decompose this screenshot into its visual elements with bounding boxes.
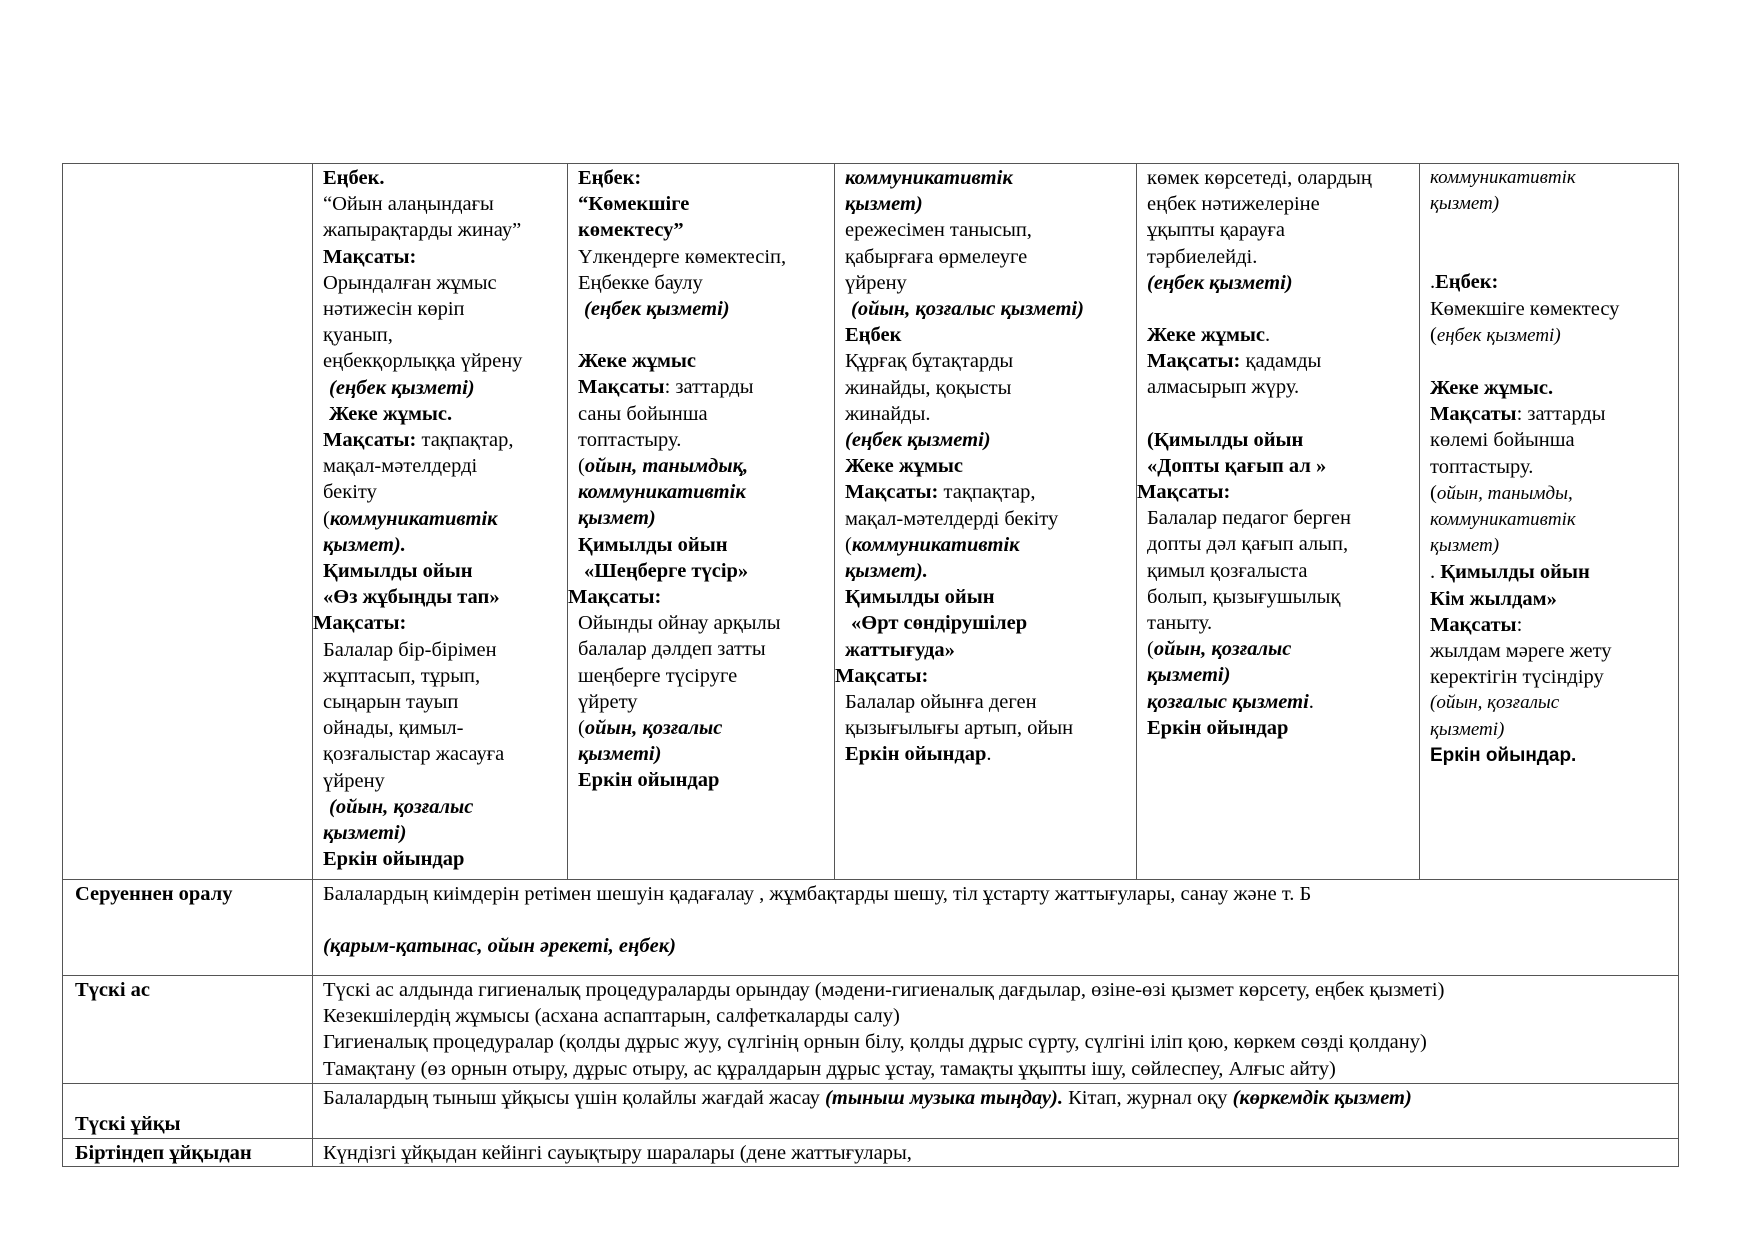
lunch-text: Тамақтану (өз орнын отыру, дұрыс отыру, ас құралдарын дұрыс ұстау, тамақты ұқыпты ішу, сөйлеспеу, Алғыс айту) [323, 1057, 1336, 1080]
game-heading: Қимылды ойын [578, 533, 728, 556]
goal-label: Мақсаты: [1137, 481, 1231, 504]
spacer [578, 322, 824, 348]
activity-type: қозғалыс қызметі [1147, 690, 1309, 713]
return-content-cell [313, 880, 1679, 976]
goal-text: таныту. [1147, 612, 1213, 635]
labor-desc: жинайды. [845, 402, 931, 425]
goal-text: топтастыру. [1430, 455, 1534, 478]
goal-text: болып, қызығушылық [1147, 585, 1341, 608]
game-prefix: . [1430, 561, 1441, 584]
goal-text: қозғалыстар жасауға [323, 743, 505, 766]
activity-type: коммуникативтік [329, 507, 498, 530]
labor-task: “Ойын алаңындағы [323, 193, 494, 216]
labor-desc: жинайды, қоқысты [845, 376, 1012, 399]
goal-label: Мақсаты: [845, 481, 939, 504]
day-4-cell [1137, 164, 1420, 880]
goal-text: көлемі бойынша [1430, 429, 1575, 452]
paren: ( [1430, 323, 1437, 346]
activity-type: ойын, танымды, [1436, 482, 1573, 504]
activity-type: (ойын, қозғалыс [1430, 692, 1560, 714]
activity-type: (тыныш музыка тыңдау). [825, 1087, 1063, 1109]
activity-type: (көркемдік қызмет) [1232, 1087, 1412, 1109]
activity-type: қызметі) [323, 822, 407, 845]
free-games: Еркін ойындар [323, 848, 465, 871]
spacer [1147, 296, 1409, 322]
rule-text: ережесімен танысып, [845, 219, 1032, 242]
goal-text: үйрету [578, 690, 638, 713]
walk-activities-row [63, 164, 1679, 880]
goal-label: Мақсаты: [313, 612, 407, 635]
activity-type: (ойын, қозғалыс [329, 795, 474, 818]
row-label: Түскі ұйқы [63, 1084, 313, 1139]
goal-text: допты дәл қағып алып, [1147, 533, 1349, 556]
help-text: тәрбиелейді. [1147, 245, 1258, 268]
goal-label: Мақсаты: [323, 429, 417, 452]
game-heading: Қимылды ойын [1440, 561, 1590, 584]
daily-plan-table [62, 163, 1679, 1167]
return-from-walk-row [63, 880, 1679, 976]
goal-text: сыңарын тауып [323, 691, 459, 714]
goal-text: қызығылығы артып, ойын [845, 717, 1074, 740]
game-name: Кім жылдам» [1430, 587, 1557, 610]
goal-text: топтастыру. [578, 428, 682, 451]
activity-type: қызметі) [1147, 664, 1231, 687]
goal-text: тақпақтар, [421, 429, 514, 452]
activity-type: коммуникативтік [1430, 167, 1576, 188]
help-text: ұқыпты қарауға [1147, 219, 1285, 242]
activity-type: коммуникативтік [845, 167, 1013, 189]
game-name: «Өз жұбыңды тап» [323, 586, 500, 609]
help-text: еңбек нәтижелеріне [1147, 193, 1320, 216]
labor-desc: Үлкендерге көмектесіп, [578, 245, 787, 268]
activity-type: (еңбек қызметі) [845, 429, 991, 452]
goal-label: Мақсаты [1430, 613, 1517, 636]
return-text: Балалардың киімдерін ретімен шешуін қадағалау , жұмбақтарды шешу, тіл ұстарту жаттығулары, санау және т. Б [323, 883, 1312, 905]
game-heading: (Қимылды ойын [1147, 428, 1304, 451]
labor-task: көмектесу” [578, 219, 684, 242]
free-games-dot: . [986, 743, 992, 766]
individual-work-heading: Жеке жұмыс [578, 350, 697, 373]
labor-heading: Еңбек. [323, 167, 385, 189]
lunch-content-cell [313, 976, 1679, 1084]
rule-text: үйрену [845, 271, 907, 294]
goal-text: Орындалған жұмыс [323, 271, 497, 294]
activity-type: ойын, танымдық, [584, 455, 749, 478]
free-games: Еркін ойындар [845, 743, 987, 766]
labor-desc: Еңбекке баулу [578, 271, 703, 294]
goal-text: Балалар педагог берген [1147, 507, 1351, 530]
activity-type: (ойын, қозғалыс қызметі) [851, 298, 1084, 321]
activity-type: коммуникативтік [578, 481, 746, 504]
heading-dot: . [1430, 271, 1436, 294]
free-games: Еркін ойындар [1147, 716, 1289, 739]
goal-colon: : [1516, 613, 1523, 636]
free-games: Еркін ойындар [578, 769, 720, 792]
goal-text: бекіту [323, 481, 377, 504]
row-label-cell-empty [63, 164, 313, 880]
goal-label: Мақсаты: [835, 664, 929, 687]
nap-text: Балалардың тыныш ұйқысы үшін қолайлы жағдай жасау [323, 1087, 826, 1109]
wake-text: Күндізгі ұйқыдан кейінгі сауықтыру шаралары (дене жаттығулары, [323, 1142, 912, 1164]
paren: ( [1147, 638, 1154, 661]
goal-text: алмасырып жүру. [1147, 376, 1300, 399]
activity-type: (еңбек қызметі) [329, 376, 475, 399]
goal-text: балалар дәлдеп затты [578, 638, 766, 661]
goal-text: тақпақтар, [943, 481, 1036, 504]
paren: ( [845, 533, 852, 556]
spacer [1430, 349, 1668, 375]
game-name: жаттығуда» [845, 638, 955, 661]
goal-text: мақал-мәтелдерді бекіту [845, 507, 1059, 530]
labor-desc: Құрғақ бұтақтарды [845, 350, 1014, 373]
activity-type: қызметі) [578, 743, 662, 766]
labor-task: “Көмекшіге [578, 193, 690, 216]
activity-type: коммуникативтік [1430, 509, 1576, 531]
goal-text: : заттарды [1516, 403, 1606, 426]
nap-text: Кітап, журнал оқу [1062, 1087, 1233, 1109]
row-label: Түскі ас [63, 976, 313, 1084]
activity-type: ойын, қозғалыс [584, 717, 723, 740]
day-3-cell [835, 164, 1137, 880]
wake-up-row [63, 1139, 1679, 1167]
paren: ( [1430, 481, 1437, 504]
individual-work-heading: Жеке жұмыс [1147, 324, 1266, 347]
goal-text: қуанып, [323, 324, 393, 347]
goal-text: керектігін түсіндіру [1430, 666, 1604, 689]
activity-type: қызметі) [1430, 718, 1505, 740]
goal-text: жұптасып, тұрып, [323, 664, 481, 687]
game-name: «Өрт сөндірушілер [851, 612, 1028, 635]
activity-type: (еңбек қызметі) [1147, 271, 1293, 294]
goal-label: Мақсаты: [568, 586, 662, 609]
goal-text: Балалар ойынға деген [845, 691, 1037, 714]
labor-task: Көмекшіге көмектесу [1430, 297, 1620, 320]
goal-text: Ойынды ойнау арқылы [578, 612, 781, 635]
activity-type: қызмет) [845, 193, 923, 216]
labor-heading: Еңбек: [1435, 271, 1499, 294]
goal-text: үйрену [323, 769, 385, 792]
spacer [1430, 217, 1668, 243]
goal-text: Балалар бір-бірімен [323, 638, 497, 661]
game-name: «Допты қағып ал » [1147, 454, 1327, 477]
goal-text: саны бойынша [578, 402, 708, 425]
activity-type: (қарым-қатынас, ойын әрекеті, еңбек) [323, 935, 676, 958]
activity-dot: . [1308, 690, 1314, 713]
activity-type: еңбек қызметі) [1436, 324, 1561, 346]
game-name: «Шеңберге түсір» [584, 559, 749, 582]
activity-type: (еңбек қызметі) [584, 298, 730, 321]
goal-label: Мақсаты [1430, 403, 1517, 426]
labor-heading: Еңбек: [578, 167, 642, 189]
wake-content-cell [313, 1139, 1679, 1167]
activity-type: қызмет) [578, 507, 656, 530]
nap-row [63, 1084, 1679, 1139]
goal-text: мақал-мәтелдерді [323, 455, 478, 478]
lunch-text: Түскі ас алдында гигиеналық процедураларды орындау (мәдени-гигиеналық дағдылар, өзіне-өзі қызмет көрсету, еңбек қызметі) [323, 979, 1445, 1001]
help-text: көмек көрсетеді, олардың [1147, 167, 1372, 189]
activity-type: коммуникативтік [851, 533, 1020, 556]
individual-work-heading: Жеке жұмыс. [1430, 377, 1554, 400]
game-heading: Қимылды ойын [845, 586, 995, 609]
activity-type: қызмет). [845, 560, 928, 583]
goal-label: Мақсаты: [1147, 350, 1241, 373]
spacer [323, 907, 1668, 933]
spacer [1430, 243, 1668, 269]
day-2-cell: Еңбек: “Көмекшіге көмектесу” Үлкендерге көмектесіп, Еңбекке баулу (еңбек қызметі) Жеке жұмыс Мақсаты: заттарды саны бойынша топтастыру. (ойын, танымдық, коммуникативтік қызмет) Қимылды ойын «Шеңберге түсір» Мақсаты: Ойынды ойнау арқылы балалар дәлдеп затты шеңберге түсіруге үйрету (ойын, қозғалыс қызметі) Еркін ойындар [568, 164, 835, 880]
spacer [1147, 401, 1409, 427]
lunch-row [63, 976, 1679, 1084]
activity-type: қызмет) [1430, 535, 1500, 557]
goal-label: Мақсаты [578, 376, 665, 399]
lunch-text: Гигиеналық процедуралар (қолды дұрыс жуу, сүлгінің орнын білу, қолды дұрыс сүрту, сүлгіні іліп қою, көркем сөзді қолдану) [323, 1031, 1427, 1054]
goal-text: қадамды [1240, 350, 1322, 373]
heading-dot: . [1265, 324, 1271, 347]
activity-type: ойын, қозғалыс [1153, 638, 1292, 661]
nap-content-cell [313, 1084, 1679, 1139]
free-games: Еркін ойындар. [1430, 744, 1577, 766]
goal-text: нәтижесін көріп [323, 298, 465, 321]
game-heading: Қимылды ойын [323, 560, 473, 583]
labor-task: жапырақтарды жинау” [323, 219, 522, 242]
row-label: Біртіндеп ұйқыдан [63, 1139, 313, 1167]
paren: ( [578, 455, 585, 478]
day-1-cell [313, 164, 568, 880]
activity-type: қызмет). [323, 533, 406, 556]
goal-text: қимыл қозғалыста [1147, 559, 1308, 582]
paren: ( [323, 507, 330, 530]
labor-heading: Еңбек [845, 324, 902, 347]
lunch-text: Кезекшілердің жұмысы (асхана аспаптарын, салфеткаларды салу) [323, 1005, 900, 1028]
goal-text: жылдам мәреге жету [1430, 640, 1612, 663]
goal-text: ойнады, қимыл- [323, 717, 464, 740]
day-5-cell [1420, 164, 1679, 880]
goal-text: еңбекқорлыққа үйрену [323, 350, 523, 373]
individual-work-heading: Жеке жұмыс [845, 455, 964, 478]
goal-text: : заттарды [664, 376, 754, 399]
activity-type: қызмет) [1430, 193, 1500, 215]
individual-work-heading: Жеке жұмыс. [329, 402, 453, 425]
rule-text: қабырғаға өрмелеуге [845, 245, 1028, 268]
goal-label: Мақсаты: [323, 245, 417, 268]
row-label: Серуеннен оралу [63, 880, 313, 976]
goal-text: шеңберге түсіруге [578, 664, 738, 687]
